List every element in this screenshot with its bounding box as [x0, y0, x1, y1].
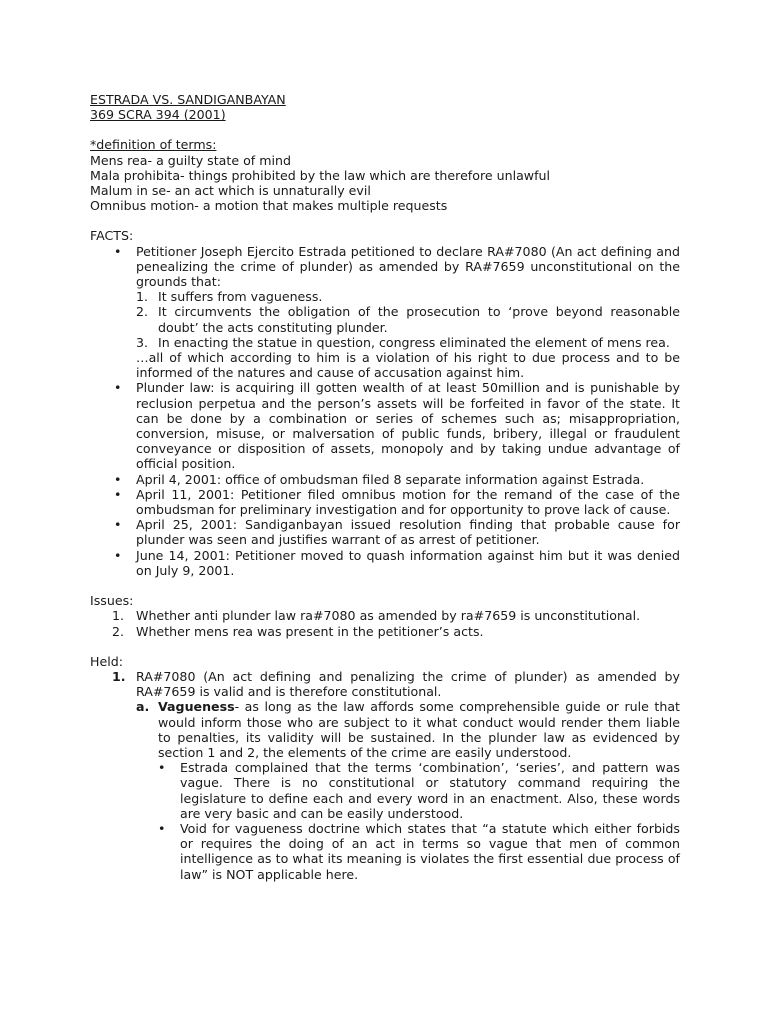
case-citation: 369 SCRA 394 (2001): [90, 107, 226, 123]
facts-list: [90, 244, 680, 578]
vagueness-term: Vagueness: [158, 699, 235, 715]
case-title: ESTRADA VS. SANDIGANBAYAN: [90, 92, 286, 107]
facts-item: [90, 517, 680, 547]
facts-item-text: June 14, 2001: Petitioner moved to quash information against him but it was denied on July 9, 2001.: [136, 547, 680, 578]
definition-item: Malum in se- an act which is unnaturally evil: [90, 183, 371, 199]
facts-item: [90, 487, 680, 517]
bullet-icon: •: [114, 486, 122, 502]
vagueness-point-text: Estrada complained that the terms ‘combination’, ‘series’, and pattern was vague. There is no constitutional or statutory command requiring the legislature to define each and every word in an enactment. Also, these words are very basic and can be easily understood.: [180, 760, 680, 821]
ground-text: It circumvents the obligation of the prosecution to ‘prove beyond reasonable doubt’ the acts constituting plunder.: [158, 304, 680, 335]
bullet-icon: •: [158, 820, 166, 836]
bullet-icon: •: [114, 243, 122, 259]
grounds-list: [136, 289, 680, 350]
facts-item-text: April 25, 2001: Sandiganbayan issued resolution finding that probable cause for plunder was seen and justifies warrant of as arrest of petitioner.: [136, 517, 680, 548]
definition-item: Omnibus motion- a motion that makes multiple requests: [90, 198, 448, 214]
held-sub-item: [136, 699, 680, 881]
facts-item: [90, 380, 680, 471]
ground-number: 2.: [136, 304, 149, 320]
held-sub-list: [136, 699, 680, 881]
ground-item: [136, 289, 680, 304]
held-heading: Held:: [90, 653, 123, 669]
issues-heading: Issues:: [90, 593, 134, 609]
facts-item-text: Petitioner Joseph Ejercito Estrada petitioned to declare RA#7080 (An act defining and penealizing the crime of plunder) as amended by RA#7659 unconstitutional on the grounds that:: [136, 243, 680, 290]
bullet-icon: •: [114, 380, 122, 396]
definition-item: Mens rea- a guilty state of mind: [90, 152, 291, 168]
issue-text: Whether mens rea was present in the petitioner’s acts.: [136, 623, 484, 639]
bullet-icon: •: [114, 547, 122, 563]
facts-item: [90, 548, 680, 578]
definition-item: Mala prohibita- things prohibited by the law which are therefore unlawful: [90, 167, 550, 183]
ground-item: [136, 335, 680, 350]
issue-number: 2.: [112, 623, 125, 639]
facts-item-text: April 11, 2001: Petitioner filed omnibus motion for the remand of the case of the ombudsman for preliminary investigation and for opportunity to prove lack of cause.: [136, 486, 680, 518]
held-item: [90, 669, 680, 882]
bullet-icon: •: [114, 471, 122, 487]
facts-conclusion: …all of which according to him is a violation of his right to due process and to be informed of the natures and cause of accusation against him.: [136, 350, 680, 381]
issue-item: [90, 624, 680, 639]
vagueness-points: [158, 760, 680, 882]
facts-item: [90, 472, 680, 487]
vagueness-point: [158, 760, 680, 821]
issue-number: 1.: [112, 608, 125, 624]
issue-item: [90, 608, 680, 623]
vagueness-text: - as long as the law affords some comprehensible guide or rule that would inform those who are subject to it what conduct would render them liable to penalties, its validity will be sustained. In the plunder law as evidenced by section 1 and 2, the elements of the crime are easily understood.: [158, 699, 680, 760]
bullet-icon: •: [158, 760, 166, 776]
held-number: 1.: [112, 668, 126, 684]
definitions-heading: *definition of terms:: [90, 137, 217, 153]
ground-item: [136, 304, 680, 334]
facts-item-text: Plunder law: is acquiring ill gotten wealth of at least 50million and is punishable by reclusion perpetua and the person’s assets will be forfeited in favor of the state. It can be done by a combination or series of schemes such as; misappropriation, conversion, misuse, or malversation of public funds, bribery, illegal or fraudulent conveyance or disposition of assets, monopoly and by taking undue advantage of official position.: [136, 380, 680, 472]
held-text: RA#7080 (An act defining and penalizing the crime of plunder) as amended by RA#7659 is valid and is therefore constitutional.: [136, 668, 680, 700]
held-list: [90, 669, 680, 882]
bullet-icon: •: [114, 517, 122, 533]
facts-item: [90, 244, 680, 381]
held-sub-letter: a.: [136, 699, 150, 715]
ground-text: It suffers from vagueness.: [158, 289, 323, 305]
vagueness-point: [158, 821, 680, 882]
vagueness-point-text: Void for vagueness doctrine which states that “a statute which either forbids or requires the doing of an act in terms so vague that men of common intelligence as to what its meaning is violates the first essential due process of law” is NOT applicable here.: [180, 820, 680, 882]
ground-number: 1.: [136, 289, 149, 305]
ground-text: In enacting the statue in question, congress eliminated the element of mens rea.: [158, 334, 670, 350]
facts-heading: FACTS:: [90, 228, 134, 244]
ground-number: 3.: [136, 334, 149, 350]
issues-list: [90, 608, 680, 638]
issue-text: Whether anti plunder law ra#7080 as amended by ra#7659 is unconstitutional.: [136, 608, 641, 624]
facts-item-text: April 4, 2001: office of ombudsman filed 8 separate information against Estrada.: [136, 471, 645, 487]
